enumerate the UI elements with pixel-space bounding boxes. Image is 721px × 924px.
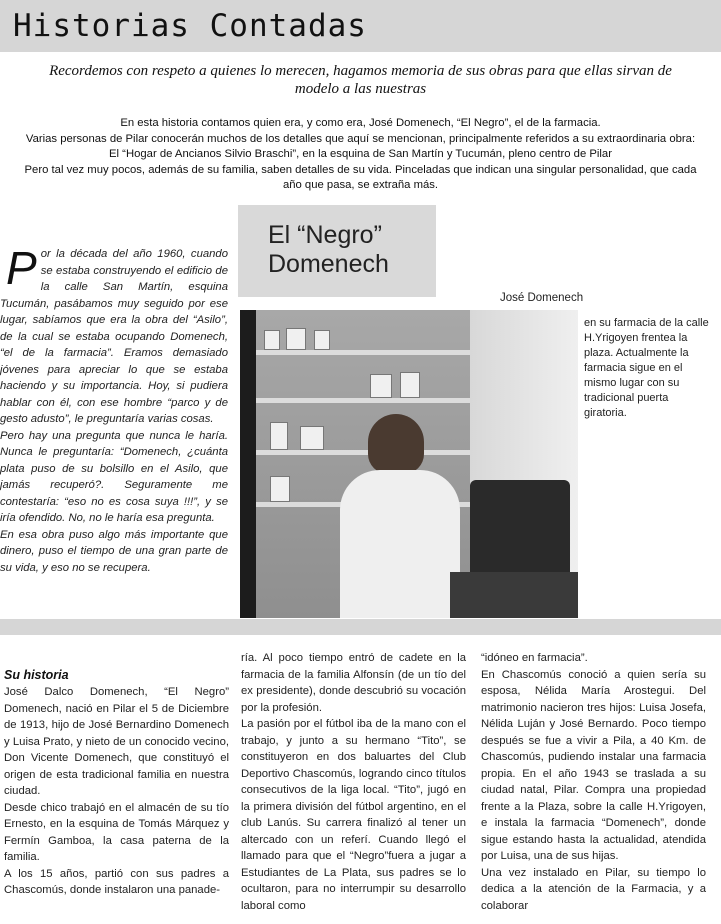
photo-jar xyxy=(370,374,392,398)
photo-counter xyxy=(450,572,578,618)
photo-jar xyxy=(400,372,420,398)
story-title xyxy=(268,221,389,279)
photo-caption: en su farmacia de la calle H.Yrigoyen frentea la plaza. Actualmente la farmacia sigue en el mismo lugar con su tradicional puerta giratoria. xyxy=(584,317,709,419)
photo-name-label: José Domenech xyxy=(500,292,584,304)
photo-shelf xyxy=(256,450,470,455)
photo-jar xyxy=(300,426,324,450)
photo-jar xyxy=(286,328,306,350)
photo-jar xyxy=(270,476,290,502)
section-divider xyxy=(0,619,721,635)
lead-paragraph: Pero hay una pregunta que nunca le haría. Nunca le preguntaría: “Domenech, ¿cuánta plata puso de su bolsillo en el Asilo, que jamás recuperó?. Seguramente me contestaría: “eso no es cosa suya !!!”, y se iría ofendido. No, no le haría esa pregunta. xyxy=(0,429,228,524)
article-paragraph: “idóneo en farmacia”. xyxy=(481,652,588,664)
story-title-line2: Domenech xyxy=(268,250,389,278)
photo-shelf xyxy=(256,398,470,403)
intro-line: En esta historia contamos quien era, y como era, José Domenech, “El Negro”, el de la farmacia. xyxy=(120,117,601,129)
lead-text xyxy=(0,242,228,576)
story-title-line1: El “Negro” xyxy=(268,221,382,249)
intro-line: Pero tal vez muy pocos, además de su familia, saben detalles de su vida. Pinceladas que indican una singular personalidad, que cada año que pasa, se extraña más. xyxy=(24,163,697,191)
article-paragraph: Desde chico trabajó en el almacén de su tío Ernesto, en la esquina de Tomás Márquez y Fermín Gamboa, la casa paterna de la familia. xyxy=(4,801,229,863)
article-paragraph: José Dalco Domenech, “El Negro” Domenech, nació en Pilar el 5 de Diciembre de 1913, hijo de José Bernardino Domenech y Luisa Prato, y nieto de un conocido vecino, Don Vicente Domenech, que constituyó el origen de esta tradicional familia en nuestra ciudad. xyxy=(4,686,229,797)
article-paragraph: Una vez instalado en Pilar, su tiempo lo dedica a la atención de la Farmacia, y a colaborar xyxy=(481,866,706,912)
article-column-2 xyxy=(241,650,466,914)
photo-jar xyxy=(314,330,330,350)
lead-p1-text: or la década del año 1960, cuando se estaba construyendo el edificio de la calle San Martín, esquina Tucumán, pasábamos muy seguido por ese lugar, sabíamos que era la obra del “Asilo”, de la cual se estaba ocupando Domenech, “el de la farmacia”. Eramos demasiado jóvenes para apreciar lo que se estaba haciendo y su importancia. Hoy, si pudiera hablar con él, con ese hombre “parco y de gesto adusto”, le preguntaría varias cosas. xyxy=(0,248,228,425)
photo-person-head xyxy=(368,414,424,474)
article-paragraph: En Chascomús conoció a quien sería su esposa, Nélida María Arostegui. Del matrimonio nacieron tres hijos: Luisa Josefa, Nélida Luján y José Bernardo. Poco tiempo después se fue a vivir a Pila, a 40 Km. de Chascomús, pudiendo instalar una farmacia propia. En el año 1943 se traslada a su ciudad natal, Pilar. Compra una propiedad frente a la Plaza, sobre la calle H.Yrigoyen, e instala la farmacia “Domenech”, donde sigue estando hasta la actualidad, atendida por Luisa, una de sus hijas. xyxy=(481,668,706,862)
lead-paragraph: En esa obra puso algo más importante que dinero, puso el tiempo de una gran parte de su vida, y eso no se recupera. xyxy=(0,528,228,574)
article-column-1 xyxy=(4,654,229,899)
lead-paragraph xyxy=(0,242,228,428)
subheading-su-historia: Su historia xyxy=(4,668,69,682)
intro-line: El “Hogar de Ancianos Silvio Braschi”, en la esquina de San Martín y Tucumán, pleno centro de Pilar xyxy=(109,148,612,160)
pharmacy-photo xyxy=(240,310,578,618)
drop-cap: P xyxy=(6,242,37,294)
section-title: Historias Contadas xyxy=(13,8,367,44)
photo-jar xyxy=(264,330,280,350)
intro-line: Varias personas de Pilar conocerán muchos de los detalles que aquí se mencionan, principalmente referidos a su extraordinaria obra: xyxy=(25,132,696,145)
subtitle-quote: Recordemos con respeto a quienes lo merecen, hagamos memoria de sus obras para que ellas sirvan de modelo a las nuestras xyxy=(49,63,672,97)
article-paragraph: La pasión por el fútbol iba de la mano con el trabajo, y junto a su hermano “Tito”, se constituyeron en dos baluartes del Club Deportivo Chascomús, logrando cinco títulos consecutivos de la liga local. “Tito”, jugó en la primera división del fútbol argentino, en el club Lanús. Su carrera finalizó al tener un altercado con un referí. Cuando llegó el llamado para que el “Negro”fuera a jugar a Estudiantes de La Plata, sus padres se lo ocultaron, para no interrumpir su desarrollo laboral como xyxy=(241,718,466,912)
photo-shelf xyxy=(256,350,470,355)
article-paragraph: A los 15 años, partió con sus padres a Chascomús, donde instalaron una panade- xyxy=(4,867,229,896)
intro-paragraph xyxy=(0,116,721,194)
section-header-band xyxy=(0,0,721,52)
photo-jar xyxy=(270,422,288,450)
photo-person-coat xyxy=(340,470,460,618)
article-paragraph: ría. Al poco tiempo entró de cadete en la farmacia de la familia Alfonsín (de un tío del ex presidente), donde descubrió su vocación por la profesión. xyxy=(241,652,466,714)
article-column-3 xyxy=(481,650,706,914)
story-title-box xyxy=(238,205,436,297)
